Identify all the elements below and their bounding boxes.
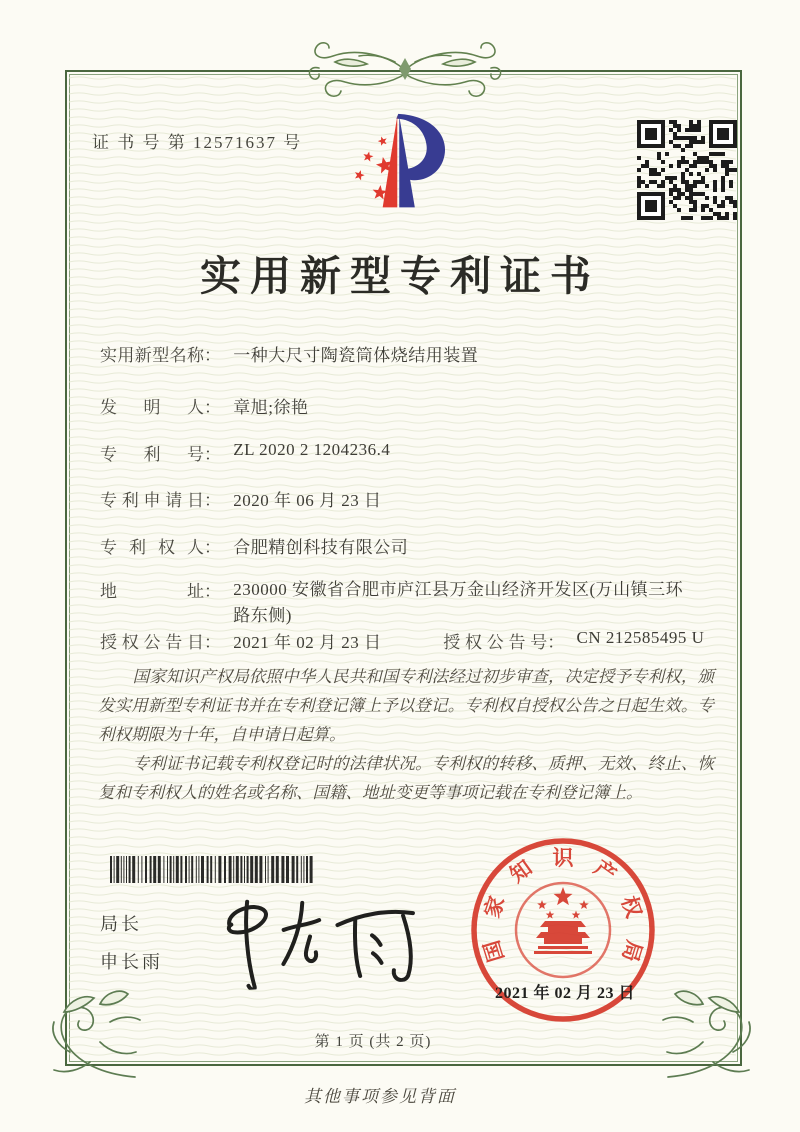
- field-row-inventor: [100, 393, 308, 418]
- seal-stars: [537, 887, 589, 919]
- field-label: 发明人: [100, 398, 204, 417]
- qr-code-icon: [637, 120, 737, 220]
- field-value: 合肥精创科技有限公司: [233, 538, 409, 557]
- field-row-name: [100, 341, 478, 366]
- certificate-title: 实用新型专利证书: [200, 253, 600, 299]
- cnipa-logo: [338, 110, 478, 222]
- legal-paragraph-1: 国家知识产权局依照中华人民共和国专利法经过初步审查，决定授予专利权，颁发实用新型专利证书并在专利登记簿上予以登记。专利权自授权公告之日起生效。专利权期限为十年，自申请日起算。: [98, 667, 714, 744]
- grant-date-value: 2021 年 02 月 23 日: [233, 633, 382, 652]
- colon: ：: [204, 445, 221, 464]
- svg-text:知: 知: [505, 855, 537, 888]
- field-value: 230000 安徽省合肥市庐江县万金山经济开发区(万山镇三环路东侧): [233, 580, 684, 625]
- svg-text:产: 产: [589, 855, 621, 888]
- svg-text:家: 家: [479, 893, 510, 921]
- seal-date: 2021 年 02 月 23 日: [494, 985, 635, 1002]
- field-value: 一种大尺寸陶瓷筒体烧结用装置: [233, 346, 479, 365]
- barcode-icon: [110, 856, 315, 883]
- field-label: 授权公告日: [100, 633, 204, 652]
- field-label: 专利权人: [100, 538, 204, 557]
- colon: ：: [204, 582, 221, 601]
- logo-blue-wedge: [399, 116, 415, 208]
- field-label: 地址: [100, 582, 204, 601]
- field-label: 实用新型名称: [100, 346, 204, 365]
- svg-text:权: 权: [616, 893, 647, 921]
- grant-no-value: CN 212585495 U: [576, 628, 705, 647]
- certificate-number: 证 书 号 第 12571637 号: [92, 133, 303, 152]
- back-side-note: 其他事项参见背面: [304, 1087, 456, 1106]
- signer-title: 局长: [100, 914, 142, 934]
- legal-text: [98, 662, 714, 807]
- signer-name: 申长雨: [100, 952, 163, 972]
- colon: ：: [204, 491, 221, 510]
- field-row-patentee: [100, 533, 408, 558]
- colon: ：: [547, 633, 565, 652]
- field-value: ZL 2020 2 1204236.4: [233, 440, 391, 459]
- field-row-filing-date: [100, 486, 382, 511]
- colon: ：: [204, 346, 221, 365]
- field-row-grant: [100, 628, 704, 653]
- page-number: 第 1 页 (共 2 页): [314, 1034, 432, 1050]
- field-value: 章旭;徐艳: [233, 398, 309, 417]
- field-row-address: [100, 577, 683, 629]
- svg-text:局: 局: [617, 937, 647, 965]
- field-label: 专利号: [100, 445, 204, 464]
- svg-text:识: 识: [552, 845, 574, 870]
- signer-block: [100, 910, 163, 986]
- field-row-patent-no: [100, 440, 390, 465]
- field-value: 2020 年 06 月 23 日: [233, 491, 382, 510]
- signature-icon: [216, 881, 426, 992]
- field-label: 授权公告号: [443, 633, 548, 652]
- colon: ：: [204, 538, 221, 557]
- svg-text:国: 国: [479, 937, 509, 965]
- colon: ：: [204, 398, 221, 417]
- field-label: 专利申请日: [100, 491, 204, 510]
- legal-paragraph-2: 专利证书记载专利权登记时的法律状况。专利权的转移、质押、无效、终止、恢复和专利权人的姓名或名称、国籍、地址变更等事项记载在专利登记簿上。: [98, 754, 714, 802]
- colon: ：: [204, 633, 221, 652]
